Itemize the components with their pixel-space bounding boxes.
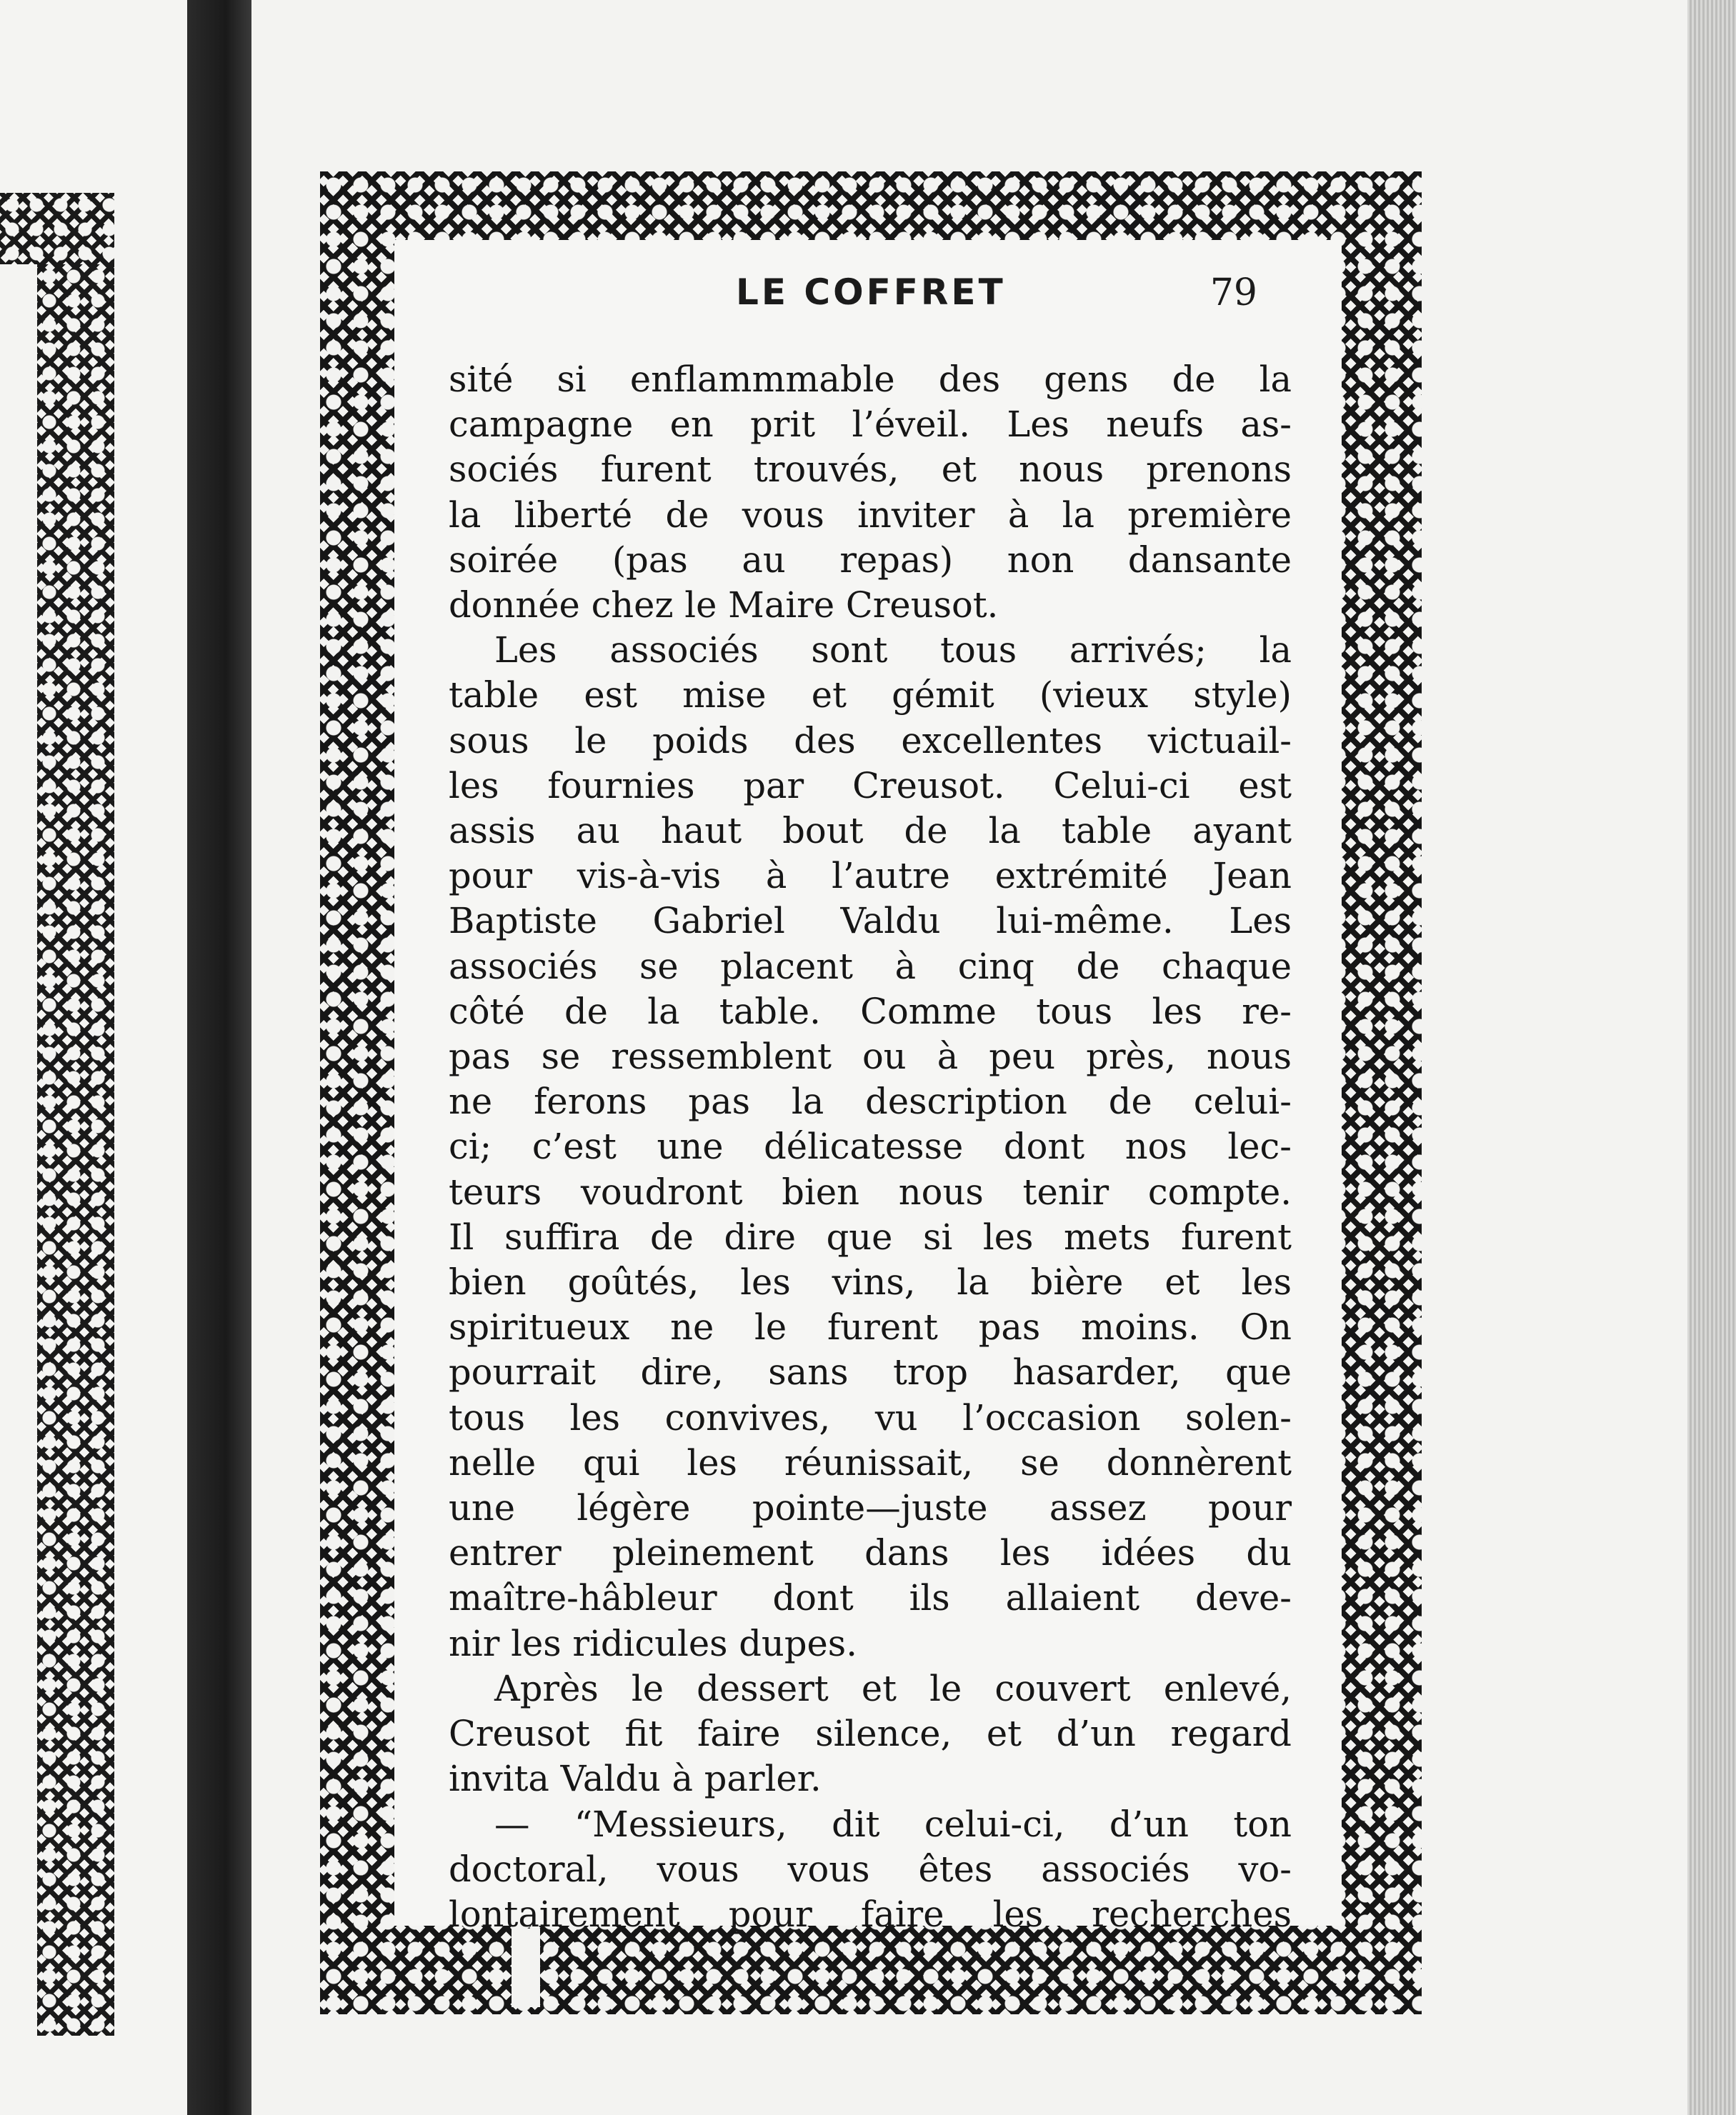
text-line: la liberté de vous inviter à la première <box>449 494 1292 536</box>
text-line: sité si enflammmable des gens de la <box>449 359 1292 400</box>
text-line: table est mise et gémit (vieux style) <box>449 674 1292 716</box>
text-line: entrer pleinement dans les idées du <box>449 1532 1292 1574</box>
book-gutter <box>187 0 251 2115</box>
text-line: côté de la table. Comme tous les re- <box>449 990 1292 1032</box>
page-edges <box>1687 0 1736 2115</box>
text-line: pas se ressemblent ou à peu près, nous <box>449 1036 1292 1078</box>
text-line: ne ferons pas la description de celui- <box>449 1081 1292 1123</box>
text-line: maître-hâbleur dont ils allaient deve- <box>449 1577 1292 1619</box>
text-line: sociés furent trouvés, et nous prenons <box>449 449 1292 491</box>
text-line: — “Messieurs, dit celui-ci, d’un ton <box>494 1803 1292 1845</box>
text-line: sous le poids des excellentes victuail- <box>449 719 1292 761</box>
text-line: campagne en prit l’éveil. Les neufs as- <box>449 404 1292 446</box>
text-line: nelle qui les réunissait, se donnèrent <box>449 1441 1292 1484</box>
ornamental-border-gap <box>512 1929 540 2007</box>
text-line: ci; c’est une délicatesse dont nos lec- <box>449 1126 1292 1168</box>
text-line: assis au haut bout de la table ayant <box>449 810 1292 852</box>
text-line: teurs voudront bien nous tenir compte. <box>449 1171 1292 1213</box>
text-line: pour vis-à-vis à l’autre extrémité Jean <box>449 855 1292 897</box>
text-line: associés se placent à cinq de chaque <box>449 945 1292 987</box>
page-number: 79 <box>1209 271 1257 314</box>
text-line: bien goûtés, les vins, la bière et les <box>449 1261 1292 1304</box>
adjacent-page-ornament-top <box>0 193 114 264</box>
text-line: doctoral, vous vous êtes associés vo- <box>449 1848 1292 1890</box>
text-line: soirée (pas au repas) non dansante <box>449 539 1292 581</box>
body-text <box>449 357 1292 1937</box>
text-line: Après le dessert et le couvert enlevé, <box>494 1667 1292 1709</box>
text-line: nir les ridicules dupes. <box>449 1622 857 1664</box>
text-line: donnée chez le Maire Creusot. <box>449 584 999 626</box>
text-line: une légère pointe—juste assez pour <box>449 1487 1292 1529</box>
text-line: les fournies par Creusot. Celui-ci est <box>449 764 1292 806</box>
text-line: Creusot fit faire silence, et d’un regard <box>449 1713 1292 1755</box>
running-header <box>472 271 1272 329</box>
running-title: LE COFFRET <box>736 271 1006 313</box>
text-line: Il suffira de dire que si les mets furent <box>449 1216 1292 1258</box>
adjacent-page <box>0 0 187 2115</box>
text-line: lontairement pour faire les recherches <box>449 1893 1292 1935</box>
text-line: invita Valdu à parler. <box>449 1758 822 1800</box>
text-line: tous les convives, vu l’occasion solen- <box>449 1396 1292 1439</box>
text-line: Les associés sont tous arrivés; la <box>494 629 1292 671</box>
text-line: spiritueux ne le furent pas moins. On <box>449 1306 1292 1349</box>
text-line: pourrait dire, sans trop hasarder, que <box>449 1351 1292 1394</box>
adjacent-page-ornament-side <box>37 264 114 2036</box>
text-line: Baptiste Gabriel Valdu lui-même. Les <box>449 900 1292 942</box>
